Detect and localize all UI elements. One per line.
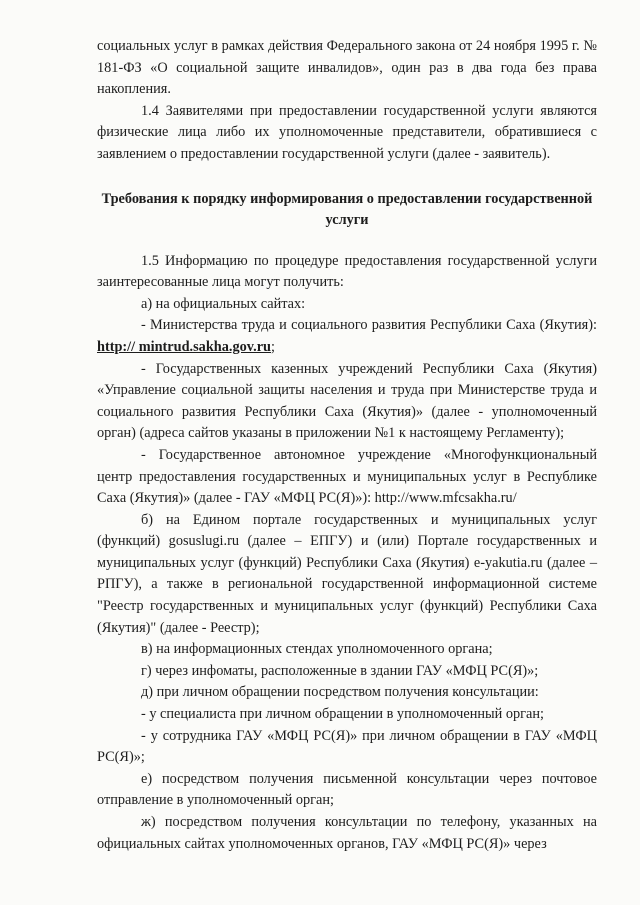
list-item-d2: - у сотрудника ГАУ «МФЦ РС(Я)» при личном обращении в ГАУ «МФЦ РС(Я)»; (97, 727, 597, 766)
paragraph-continuation: социальных услуг в рамках действия Федерального закона от 24 ноября 1995 г. № 181-ФЗ «О социальной защите инвалидов», один раз в два года без права накопления. (97, 38, 597, 98)
list-item-d1: - у специалиста при личном обращении в уполномоченный орган; (141, 706, 544, 723)
list-item-e: е) посредством получения письменной консультации через почтовое отправление в уполномоченный орган; (97, 770, 597, 809)
list-item-zh: ж) посредством получения консультации по телефону, указанных на официальных сайтах уполномоченных органов, ГАУ «МФЦ РС(Я)» через (97, 814, 597, 852)
list-item-g: г) через инфоматы, расположенные в здании ГАУ «МФЦ РС(Я)»; (141, 662, 539, 679)
list-item-a: а) на официальных сайтах: (141, 295, 306, 312)
ministry-text: - Министерства труда и социального развития Республики Саха (Якутия): (141, 317, 597, 334)
list-item-gku: - Государственных казенных учреждений Республики Саха (Якутия) «Управление социальной защиты населения и труда при Министерстве труда и социального развития Республики Саха (Якутия)» (далее - уполномоченный орган) (адреса сайтов указаны в приложении №1 к настоящему Регламенту); (97, 360, 597, 442)
section-heading: Требования к порядку информирования о предоставлении государственной услуги (101, 190, 593, 228)
ministry-website-link[interactable]: http:// mintrud.sakha.gov.ru (97, 338, 271, 355)
page-content (97, 36, 597, 855)
list-item-gau: - Государственное автономное учреждение «Многофункциональный центр предоставления государственных и муниципальных услуг в Республике Саха (Якутия)» (далее - ГАУ «МФЦ РС(Я)»): http://www.mfcsakha.ru/ (97, 446, 597, 507)
list-item-b: б) на Едином портале государственных и муниципальных услуг (функций) gosuslugi.ru (далее – ЕПГУ) и (или) Портале государственных и муниципальных услуг (функций) Республики Саха (Якутия) e-yakutia.ru (далее – РПГУ), а также в региональной государственной информационной системе "Реестр государственных и муниципальных услуг (функций) Республики Саха (Якутия)" (далее - Реестр); (97, 511, 597, 636)
list-item-v: в) на информационных стендах уполномоченного органа; (141, 641, 493, 658)
list-item-d: д) при личном обращении посредством получения консультации: (141, 684, 539, 701)
paragraph-1-5: 1.5 Информацию по процедуре предоставления государственной услуги заинтересованные лица могут получить: (97, 252, 597, 291)
list-item-ministry (97, 315, 597, 358)
ministry-text-end: ; (271, 338, 275, 355)
paragraph-1-4: 1.4 Заявителями при предоставлении государственной услуги являются физические лица либо их уполномоченные представители, обратившиеся с заявлением о предоставлении государственной услуги (далее - заявитель). (97, 102, 597, 162)
